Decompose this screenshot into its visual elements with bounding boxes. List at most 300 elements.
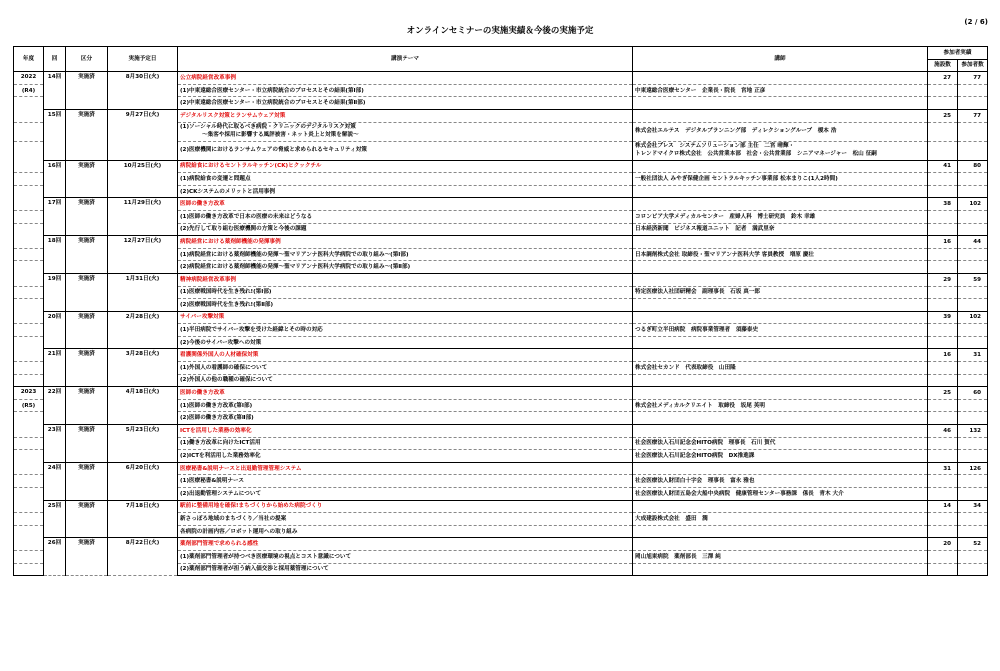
participant-empty xyxy=(958,488,988,501)
speaker-text: 日本経済新聞 ビジネス報道ユニット 記者 満武里奈 xyxy=(635,226,775,233)
participant-empty xyxy=(958,173,988,186)
theme-text: (2)出退勤管理システムについて xyxy=(180,490,262,497)
seminar-speaker xyxy=(633,513,928,526)
participant-empty xyxy=(958,261,988,274)
seminar-theme xyxy=(178,210,633,223)
facility-count: 25 xyxy=(928,387,958,400)
seminar-date: 12月27日(火) xyxy=(108,236,178,274)
theme-text: (1)病院経営における薬剤師機能の発揮～聖マリアンナ医科大学病院での取り組み～(第Ⅰ部) xyxy=(180,251,409,258)
seminar-category: 実施済 xyxy=(66,109,108,160)
theme-text: (2)先行して取り組む医療機関の方策と今後の課題 xyxy=(180,226,307,233)
facility-count: 29 xyxy=(928,273,958,286)
participant-empty xyxy=(958,122,988,141)
seminar-speaker xyxy=(633,488,928,501)
facility-empty xyxy=(928,185,958,198)
participant-empty xyxy=(958,437,988,450)
seminar-category: 実施済 xyxy=(66,160,108,198)
participant-count: 60 xyxy=(958,387,988,400)
seminar-number: 21回 xyxy=(44,349,66,387)
seminar-theme xyxy=(178,437,633,450)
year-cell xyxy=(14,362,44,375)
speaker-text: 株式会社ブレス システムソリューション部 主任 二宮 晴輝・ xyxy=(635,143,795,150)
seminar-category: 実施済 xyxy=(66,273,108,311)
seminar-date: 2月28日(火) xyxy=(108,311,178,349)
participant-empty xyxy=(958,550,988,563)
seminar-date: 9月27日(火) xyxy=(108,109,178,160)
facility-empty xyxy=(928,488,958,501)
year-cell xyxy=(14,374,44,387)
speaker-empty xyxy=(633,198,928,211)
seminar-number: 22回 xyxy=(44,387,66,425)
speaker-empty xyxy=(633,500,928,513)
facility-empty xyxy=(928,324,958,337)
seminar-category: 実施済 xyxy=(66,72,108,110)
seminar-speaker xyxy=(633,550,928,563)
participant-count: 102 xyxy=(958,311,988,324)
seminar-topic: 医師の働き方改革 xyxy=(178,387,633,400)
participant-count: 31 xyxy=(958,349,988,362)
year-cell xyxy=(14,412,44,425)
seminar-speaker xyxy=(633,374,928,387)
seminar-topic-row xyxy=(14,311,988,324)
year-cell xyxy=(14,173,44,186)
seminar-date: 10月25日(火) xyxy=(108,160,178,198)
speaker-text: 中東遠総合医療センター 企業長・院長 宮地 正彦 xyxy=(635,87,766,94)
seminar-topic: デジタルリスク対策とランサムウェア対策 xyxy=(178,109,633,122)
seminar-theme xyxy=(178,122,633,141)
theme-text: (1)医師の働き方改革(第Ⅰ部) xyxy=(180,402,253,409)
year-cell xyxy=(14,122,44,141)
seminar-topic-row xyxy=(14,72,988,85)
facility-count: 25 xyxy=(928,109,958,122)
theme-text: (1)働き方改革に向けたICT活用 xyxy=(180,440,261,447)
facility-count: 14 xyxy=(928,500,958,513)
seminar-theme xyxy=(178,185,633,198)
theme-text: (2)中東遠総合医療センター・市立病院統合のプロセスとその結果(第Ⅱ部) xyxy=(180,100,366,107)
seminar-topic-row xyxy=(14,462,988,475)
year-cell xyxy=(14,513,44,526)
participant-empty xyxy=(958,185,988,198)
seminar-theme xyxy=(178,141,633,160)
facility-count: 16 xyxy=(928,236,958,249)
facility-empty xyxy=(928,223,958,236)
seminar-theme xyxy=(178,336,633,349)
theme-text: (1)病院給食の変遷と問題点 xyxy=(180,175,251,182)
facility-empty xyxy=(928,362,958,375)
seminar-speaker xyxy=(633,437,928,450)
participant-empty xyxy=(958,525,988,538)
seminar-speaker xyxy=(633,84,928,97)
seminar-topic-row xyxy=(14,273,988,286)
seminar-date: 7月18日(火) xyxy=(108,500,178,538)
speaker-text: 岡山旭東病院 薬剤部長 三澤 純 xyxy=(635,553,721,560)
seminar-speaker xyxy=(633,563,928,576)
facility-empty xyxy=(928,210,958,223)
seminar-theme xyxy=(178,450,633,463)
seminar-theme xyxy=(178,550,633,563)
speaker-text: 株式会社セカンド 代表取締役 山田隆 xyxy=(635,364,736,371)
seminar-date: 5月23日(火) xyxy=(108,425,178,463)
theme-text: (2)医療戦国時代を生き残れ!(第Ⅱ部) xyxy=(180,301,274,308)
seminar-date: 6月20日(火) xyxy=(108,462,178,500)
seminar-speaker xyxy=(633,97,928,110)
seminar-category: 実施済 xyxy=(66,387,108,425)
header-year: 年度 xyxy=(14,47,44,72)
facility-empty xyxy=(928,563,958,576)
participant-empty xyxy=(958,248,988,261)
theme-text: (2)外国人の他の職種の確保について xyxy=(180,377,273,384)
header-category: 区分 xyxy=(66,47,108,72)
seminar-number: 18回 xyxy=(44,236,66,274)
seminar-speaker xyxy=(633,299,928,312)
speaker-empty xyxy=(633,425,928,438)
year-cell xyxy=(14,236,44,249)
seminar-category: 実施済 xyxy=(66,311,108,349)
facility-empty xyxy=(928,261,958,274)
seminar-category: 実施済 xyxy=(66,236,108,274)
facility-count: 46 xyxy=(928,425,958,438)
year-cell xyxy=(14,399,44,412)
year-cell xyxy=(14,488,44,501)
speaker-empty xyxy=(633,109,928,122)
facility-empty xyxy=(928,525,958,538)
seminar-topic: 薬剤部門管理で求められる感性 xyxy=(178,538,633,551)
participant-empty xyxy=(958,362,988,375)
theme-text: (1)薬剤部門管理者が持つべき医療環境の視点とコスト意識について xyxy=(180,553,352,560)
seminar-number: 15回 xyxy=(44,109,66,160)
speaker-text: 大成建設株式会社 盛田 潤 xyxy=(635,515,708,522)
seminar-date: 4月18日(火) xyxy=(108,387,178,425)
year-value: 2022 xyxy=(20,74,37,81)
year-cell xyxy=(14,500,44,513)
seminar-category: 実施済 xyxy=(66,349,108,387)
year-cell xyxy=(14,425,44,438)
year-cell xyxy=(14,336,44,349)
participant-empty xyxy=(958,299,988,312)
seminar-speaker xyxy=(633,324,928,337)
seminar-speaker xyxy=(633,525,928,538)
participant-empty xyxy=(958,286,988,299)
seminar-theme xyxy=(178,84,633,97)
seminar-topic-row xyxy=(14,349,988,362)
seminar-topic: 精神病院経営改革事例 xyxy=(178,273,633,286)
year-cell xyxy=(14,198,44,211)
seminar-number: 24回 xyxy=(44,462,66,500)
year-cell xyxy=(14,525,44,538)
participant-empty xyxy=(958,324,988,337)
participant-count: 126 xyxy=(958,462,988,475)
theme-text: (2)CKシステムのメリットと活用事例 xyxy=(180,188,275,195)
seminar-topic: 医療秘書&説明ナースと出退勤管理管理システム xyxy=(178,462,633,475)
seminar-speaker xyxy=(633,399,928,412)
facility-count: 41 xyxy=(928,160,958,173)
seminar-topic-row xyxy=(14,109,988,122)
seminar-theme xyxy=(178,488,633,501)
participant-count: 44 xyxy=(958,236,988,249)
year-cell xyxy=(14,223,44,236)
header-date: 実施予定日 xyxy=(108,47,178,72)
theme-text: (1)医療秘書&説明ナース xyxy=(180,478,244,485)
facility-empty xyxy=(928,84,958,97)
year-cell xyxy=(14,324,44,337)
year-cell xyxy=(14,72,44,85)
seminar-speaker xyxy=(633,286,928,299)
theme-text: 各病院の計画内容／ロボット運用への取り組み xyxy=(180,528,298,535)
seminar-date: 8月22日(火) xyxy=(108,538,178,576)
participant-empty xyxy=(958,513,988,526)
seminar-theme xyxy=(178,513,633,526)
speaker-text: 特定医療法人社団研精会 副理事長 石坂 真一郎 xyxy=(635,289,761,296)
participant-empty xyxy=(958,399,988,412)
year-cell xyxy=(14,109,44,122)
year-cell xyxy=(14,248,44,261)
facility-empty xyxy=(928,248,958,261)
seminar-theme xyxy=(178,97,633,110)
theme-text: (2)ICTを利活用した業務効率化 xyxy=(180,453,261,460)
seminar-speaker xyxy=(633,248,928,261)
theme-subtext: ～集客や採用に影響する風評被害・ネット炎上と対策を解説～ xyxy=(202,131,359,138)
seminar-theme xyxy=(178,261,633,274)
year-cell xyxy=(14,349,44,362)
seminar-topic-row xyxy=(14,387,988,400)
theme-text: (2)医師の働き方改革(第Ⅱ部) xyxy=(180,415,254,422)
facility-empty xyxy=(928,336,958,349)
seminar-category: 実施済 xyxy=(66,198,108,236)
seminar-speaker xyxy=(633,185,928,198)
facility-empty xyxy=(928,286,958,299)
seminar-topic: 病院経営における薬剤師機能の発揮事例 xyxy=(178,236,633,249)
seminar-theme xyxy=(178,299,633,312)
participant-empty xyxy=(958,563,988,576)
year-cell xyxy=(14,387,44,400)
seminar-theme xyxy=(178,475,633,488)
seminar-category: 実施済 xyxy=(66,538,108,576)
seminar-table xyxy=(13,46,988,576)
participant-count: 77 xyxy=(958,72,988,85)
seminar-date: 11月29日(火) xyxy=(108,198,178,236)
facility-empty xyxy=(928,550,958,563)
facility-empty xyxy=(928,299,958,312)
seminar-number: 14回 xyxy=(44,72,66,110)
seminar-theme xyxy=(178,563,633,576)
theme-text: 新さっぽろ地域のまちづくり／当社の提案 xyxy=(180,515,287,522)
speaker-empty xyxy=(633,311,928,324)
speaker-text: つるぎ町立半田病院 病院事業管理者 須藤泰史 xyxy=(635,327,759,334)
seminar-theme xyxy=(178,525,633,538)
header-participants: 参加者実績 xyxy=(928,47,988,60)
speaker-empty xyxy=(633,273,928,286)
header-facilities: 施設数 xyxy=(928,59,958,72)
seminar-number: 26回 xyxy=(44,538,66,576)
header-people: 参加者数 xyxy=(958,59,988,72)
theme-text: (2)今後のサイバー攻撃への対策 xyxy=(180,339,262,346)
theme-text: (1)医師の働き方改革で日本の医療の未来はどうなる xyxy=(180,213,313,220)
speaker-text: 社会医療法人財団五島会大船中央病院 健康管理センター事務課 係長 青木 大介 xyxy=(635,490,844,497)
seminar-theme xyxy=(178,412,633,425)
theme-text: (2)医療機関におけるランサムウェアの脅威と求められるセキュリティ対策 xyxy=(180,146,367,153)
seminar-speaker xyxy=(633,261,928,274)
facility-empty xyxy=(928,374,958,387)
seminar-speaker xyxy=(633,173,928,186)
seminar-theme xyxy=(178,324,633,337)
seminar-topic: 看護関係外国人の人材確保対策 xyxy=(178,349,633,362)
year-cell xyxy=(14,84,44,97)
seminar-number: 17回 xyxy=(44,198,66,236)
speaker-empty xyxy=(633,349,928,362)
speaker-subtext: トレンドマイクロ株式会社 公共営業本部 社会・公共営業部 シニアマネージャー 松山 征嗣 xyxy=(635,150,877,157)
participant-empty xyxy=(958,210,988,223)
seminar-speaker xyxy=(633,475,928,488)
facility-empty xyxy=(928,475,958,488)
seminar-topic-row xyxy=(14,160,988,173)
participant-count: 102 xyxy=(958,198,988,211)
seminar-theme xyxy=(178,248,633,261)
year-cell xyxy=(14,450,44,463)
year-cell xyxy=(14,160,44,173)
participant-empty xyxy=(958,84,988,97)
speaker-empty xyxy=(633,160,928,173)
seminar-speaker xyxy=(633,450,928,463)
seminar-theme xyxy=(178,286,633,299)
seminar-speaker xyxy=(633,223,928,236)
seminar-topic: ICTを活用した業務の効率化 xyxy=(178,425,633,438)
participant-empty xyxy=(958,141,988,160)
year-cell xyxy=(14,185,44,198)
seminar-number: 23回 xyxy=(44,425,66,463)
year-era: (R4) xyxy=(21,87,36,94)
year-cell xyxy=(14,210,44,223)
facility-count: 27 xyxy=(928,72,958,85)
facility-empty xyxy=(928,97,958,110)
speaker-text: コロンビア大学メディカルセンター 産婦人科 博士研究員 鈴木 幸雄 xyxy=(635,213,816,220)
seminar-speaker xyxy=(633,362,928,375)
speaker-text: 株式会社メディカルクリエイト 取締役 坂尾 英明 xyxy=(635,402,765,409)
speaker-text: 社会医療法人石川記念会HITO病院 DX推進課 xyxy=(635,453,755,460)
facility-empty xyxy=(928,412,958,425)
speaker-text: 社会医療法人石川記念会HITO病院 理事長 石川 賀代 xyxy=(635,440,776,447)
participant-count: 80 xyxy=(958,160,988,173)
facility-empty xyxy=(928,122,958,141)
participant-empty xyxy=(958,97,988,110)
speaker-empty xyxy=(633,387,928,400)
seminar-category: 実施済 xyxy=(66,425,108,463)
participant-empty xyxy=(958,374,988,387)
seminar-date: 1月31日(火) xyxy=(108,273,178,311)
theme-text: (1)外国人の看護師の確保について xyxy=(180,364,268,371)
seminar-speaker xyxy=(633,122,928,141)
seminar-speaker xyxy=(633,336,928,349)
speaker-text: 株式会社エルテス デジタルブランニング部 ディレクショングループ 榎本 浩 xyxy=(635,127,837,134)
speaker-empty xyxy=(633,72,928,85)
page-number: (2 / 6) xyxy=(964,18,988,26)
participant-empty xyxy=(958,412,988,425)
seminar-date: 3月28日(火) xyxy=(108,349,178,387)
speaker-text: 日本調剤株式会社 取締役・聖マリアンナ医科大学 客員教授 増原 慶壮 xyxy=(635,251,815,258)
participant-empty xyxy=(958,223,988,236)
participant-count: 52 xyxy=(958,538,988,551)
facility-count: 38 xyxy=(928,198,958,211)
year-era: (R5) xyxy=(21,402,36,409)
facility-empty xyxy=(928,173,958,186)
document-title: オンラインセミナーの実施実績＆今後の実施予定 xyxy=(406,26,594,36)
seminar-theme xyxy=(178,374,633,387)
seminar-topic: 病院給食におけるセントラルキッチン(CK)ヒクックチル xyxy=(178,160,633,173)
seminar-speaker xyxy=(633,412,928,425)
seminar-topic-row xyxy=(14,198,988,211)
theme-text: (1)半田病院でサイバー攻撃を受けた経緯とその時の対応 xyxy=(180,327,323,334)
year-cell xyxy=(14,563,44,576)
facility-empty xyxy=(928,437,958,450)
theme-text: (2)薬剤部門管理者が担う納入価交渉と採用薬管理について xyxy=(180,566,329,573)
seminar-date: 8月30日(火) xyxy=(108,72,178,110)
participant-empty xyxy=(958,475,988,488)
year-cell xyxy=(14,538,44,551)
facility-count: 16 xyxy=(928,349,958,362)
year-value: 2023 xyxy=(20,389,37,396)
participant-count: 77 xyxy=(958,109,988,122)
facility-count: 20 xyxy=(928,538,958,551)
year-cell xyxy=(14,141,44,160)
year-cell xyxy=(14,299,44,312)
speaker-text: 社会医療法人財団白十字会 理事長 富永 雅也 xyxy=(635,478,755,485)
year-cell xyxy=(14,273,44,286)
header-theme: 講演テーマ xyxy=(178,47,633,72)
speaker-empty xyxy=(633,538,928,551)
participant-count: 132 xyxy=(958,425,988,438)
participant-count: 59 xyxy=(958,273,988,286)
theme-text: (1)ソーシャル時代に取るべき病院・クリニックのデジタルリスク対策 xyxy=(180,124,356,131)
year-cell xyxy=(14,475,44,488)
seminar-rows xyxy=(14,72,988,576)
year-cell xyxy=(14,286,44,299)
speaker-text: 一般社団法人 みやぎ保健企画 セントラルキッチン事業部 松本まりこ(1人2時間) xyxy=(635,175,838,182)
header-num: 回 xyxy=(44,47,66,72)
facility-empty xyxy=(928,513,958,526)
theme-text: (1)中東遠総合医療センター・市立病院統合のプロセスとその結果(第Ⅰ部) xyxy=(180,87,364,94)
seminar-speaker xyxy=(633,210,928,223)
year-cell xyxy=(14,437,44,450)
seminar-number: 16回 xyxy=(44,160,66,198)
participant-empty xyxy=(958,336,988,349)
theme-text: (2)病院経営における薬剤師機能の発揮～聖マリアンナ医科大学病院での取り組み～(第Ⅱ部) xyxy=(180,264,411,271)
seminar-speaker xyxy=(633,141,928,160)
seminar-number: 20回 xyxy=(44,311,66,349)
facility-count: 39 xyxy=(928,311,958,324)
year-cell xyxy=(14,261,44,274)
year-cell xyxy=(14,550,44,563)
facility-count: 31 xyxy=(928,462,958,475)
seminar-topic: 駅前に整備用地を確保!まちづくりから始めた病院づくり xyxy=(178,500,633,513)
year-cell xyxy=(14,97,44,110)
facility-empty xyxy=(928,450,958,463)
participant-count: 34 xyxy=(958,500,988,513)
seminar-topic: 公立病院経営改革事例 xyxy=(178,72,633,85)
participant-empty xyxy=(958,450,988,463)
facility-empty xyxy=(928,141,958,160)
theme-text: (1)医療戦国時代を生き残れ!(第Ⅰ部) xyxy=(180,289,272,296)
seminar-number: 19回 xyxy=(44,273,66,311)
seminar-topic: サイバー攻撃対策 xyxy=(178,311,633,324)
seminar-topic-row xyxy=(14,236,988,249)
seminar-topic-row xyxy=(14,425,988,438)
header-speaker: 講師 xyxy=(633,47,928,72)
year-cell xyxy=(14,462,44,475)
seminar-theme xyxy=(178,362,633,375)
seminar-number: 25回 xyxy=(44,500,66,538)
seminar-topic-row xyxy=(14,538,988,551)
year-cell xyxy=(14,311,44,324)
seminar-category: 実施済 xyxy=(66,500,108,538)
